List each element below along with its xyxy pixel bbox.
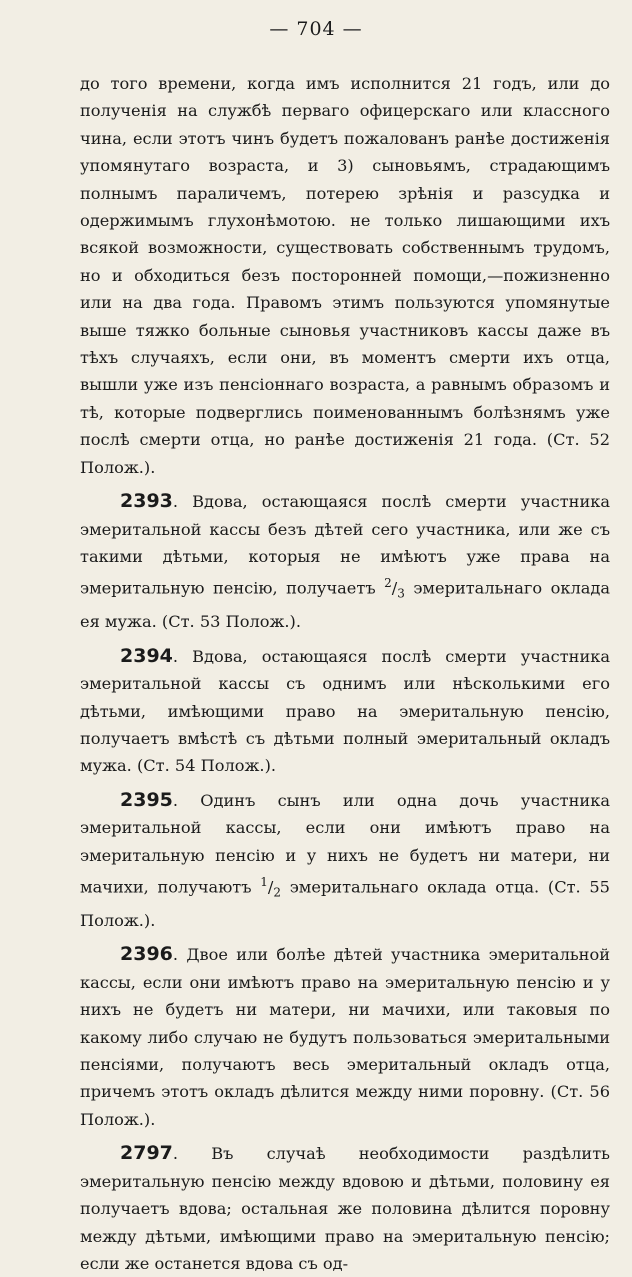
- fraction-numerator: 2: [384, 576, 392, 591]
- paragraph-text: . Въ случаѣ необходимости раздѣлить эмеритальную пенсію между вдовою и дѣтьми, половину ея получаетъ вдова; остальная же половина дѣлится поровну между дѣтьми, имѣющими право на эмеритальную пенсію; если же останется вдова съ од-: [80, 1144, 610, 1273]
- paragraph-text: эмеритальнаго оклада ея мужа. (Ст. 53 Полож.).: [80, 578, 610, 632]
- article-number: 2393: [120, 490, 173, 513]
- article-number: 2396: [120, 943, 173, 966]
- document-body: [80, 70, 610, 1277]
- paragraph-text: . Вдова, остающаяся послѣ смерти участника эмеритальной кассы съ однимъ или нѣсколькими его дѣтьми, имѣющими право на эмеритальную пенсію, получаетъ вмѣстѣ съ дѣтьми полный эмеритальный окладъ мужа. (Ст. 54 Полож.).: [80, 646, 610, 776]
- article-2797: [80, 1140, 610, 1277]
- paragraph-text: . Двое или болѣе дѣтей участника эмеритальной кассы, если они имѣютъ право на эмеритальную пенсію и у нихъ не будетъ ни матери, ни мачихи, или таковыя по какому либо случаю не будутъ пользоваться эмеритальными пенсіями, получаютъ весь эмеритальный окладъ отца, причемъ этотъ окладъ дѣлится между ними поровну. (Ст. 56 Полож.).: [80, 945, 610, 1129]
- paragraph-text: эмеритальнаго оклада отца. (Ст. 55 Полож.).: [80, 877, 610, 931]
- page-number: — 704 —: [269, 18, 363, 40]
- article-2395: 2395. Одинъ сынъ или одна дочь участника эмеритальной кассы, если они имѣютъ право на эмеритальную пенсію и у нихъ не будетъ ни матери, ни мачихи, получаютъ $^1/_2$ эмеритальнаго оклада отца. (Ст. 55 Полож.).: [80, 788, 610, 931]
- article-number: 2395: [120, 788, 173, 811]
- article-2393: 2393. Вдова, остающаяся послѣ смерти участника эмеритальной кассы безъ дѣтей сего участника, или же съ такими дѣтьми, которыя не имѣютъ уже права на эмеритальную пенсію, получаетъ $^2/_3$ эмеритальнаго оклада ея мужа. (Ст. 53 Полож.).: [80, 490, 610, 632]
- article-2396: [80, 941, 610, 1133]
- paragraph-continuation: [80, 70, 610, 481]
- article-2394: [80, 643, 610, 780]
- paragraph-text: . Одинъ сынъ или одна дочь участника эмеритальной кассы, если они имѣютъ право на эмеритальную пенсію и у нихъ не будетъ ни матери, ни мачихи, получаютъ: [80, 790, 610, 897]
- article-number: 2394: [120, 644, 173, 667]
- fraction-numerator: 1: [260, 875, 268, 889]
- paragraph-text: . Вдова, остающаяся послѣ смерти участника эмеритальной кассы безъ дѣтей сего участника, или же съ такими дѣтьми, которыя не имѣютъ уже права на эмеритальную пенсію, получаетъ: [80, 492, 610, 598]
- fraction-denominator: 3: [397, 586, 405, 601]
- fraction-denominator: 2: [273, 885, 281, 900]
- paragraph-text: до того времени, когда имъ исполнится 21 годъ, или до полученія на службѣ перваго офицерскаго или классного чина, если этотъ чинъ будетъ пожалованъ ранѣе достиженія упомянутаго возраста, и 3) сыновьямъ, страдающимъ полнымъ параличемъ, потерею зрѣнія и разсудка и одержимымъ глухонѣмотою. не только лишающими ихъ всякой возможности, существовать собственнымъ трудомъ, но и обходиться безъ посторонней помощи,—пожизненно или на два года. Правомъ этимъ пользуются упомянутые выше тяжко больные сыновья участниковъ кассы даже въ тѣхъ случаяхъ, если они, въ моментъ смерти ихъ отца, вышли уже изъ пенсіоннаго возраста, а равнымъ образомъ и тѣ, которые подверглись поименованнымъ болѣзнямъ уже послѣ смерти отца, но ранѣе достиженія 21 года. (Ст. 52 Полож.).: [80, 74, 610, 477]
- article-number: 2797: [120, 1142, 173, 1165]
